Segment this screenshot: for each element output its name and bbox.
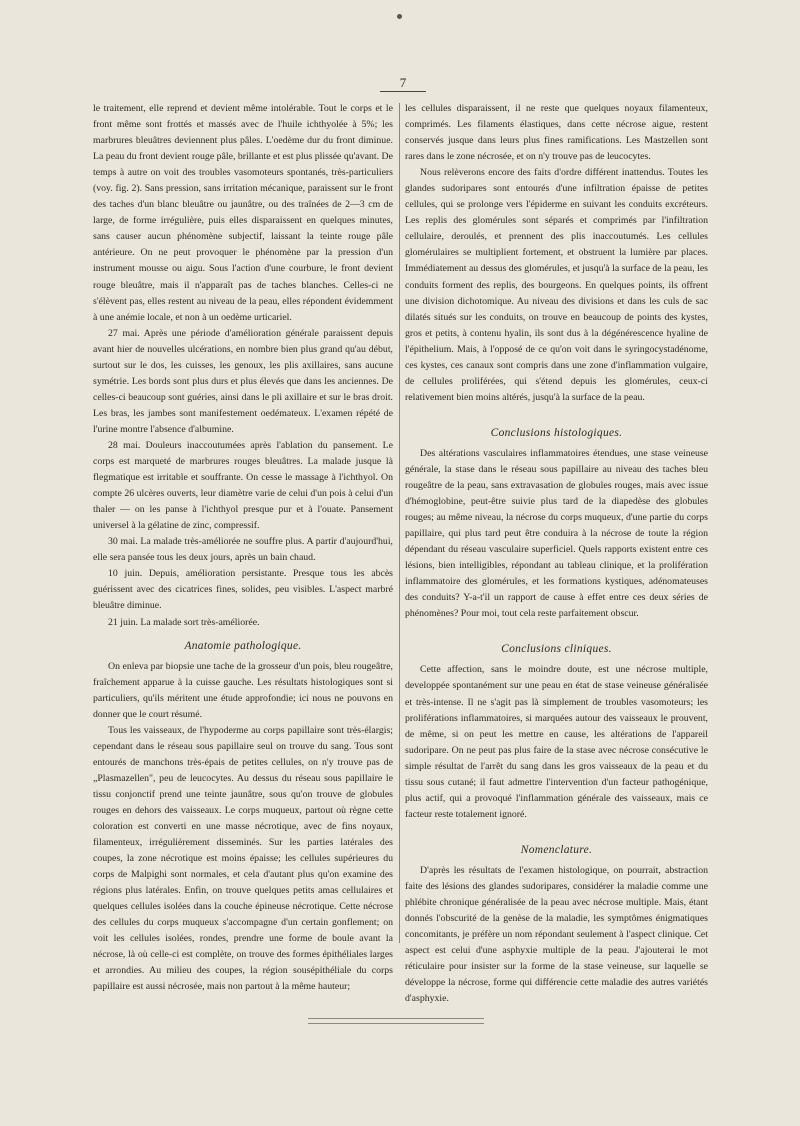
left-section-heading: Anatomie pathologique. (184, 639, 302, 652)
page-mark-dot (397, 14, 402, 19)
page-number: 7 (399, 75, 407, 90)
left-paragraph: le traitement, elle reprend et devient même intolérable. Tout le corps et le front même sont frottés et massés avec de l'huile ichthyolée à 5%; les marbrures bleuâtres deviennent plus pâles. L'oedème dur du front diminue. La peau du front devient rouge pâle, brillante et est plus plissée qu'avant. De temps à autre on voit des troubles vasomoteurs spontanés, très-particuliers (voy. fig. 2). Sans pression, sans irritation mécanique, paraissent sur le front des taches d'un blanc bleuâtre ou jaunâtre, ou des traînées de 2—3 cm de large, de forme irrégulière, puis elles disparaissent en quelques minutes, sans causer aucun phénomène subjectif, laissant la teinte rouge pâle antérieure. On ne peut provoquer le phénomène par la pression d'un instrument mousse ou aigu. Sous l'action d'une courbure, le front devient rouge bleuâtre, mais il n'apparaît pas de taches blanches. Celles-ci ne s'élèvent pas, elles restent au niveau de la peau, elles répondent évidemment à une anémie locale, et non à un oedème urticariel. (93, 103, 393, 323)
left-paragraph: 10 juin. Depuis, amélioration persistante. Presque tous les abcès guérissent avec des cicatrices fines, solides, peu visibles. L'aspect marbré bleuâtre diminue. (93, 568, 393, 612)
right-section-heading: Conclusions cliniques. (501, 643, 612, 656)
right-paragraph: Des altérations vasculaires inflammatoires étendues, une stase veineuse générale, la stase dans le réseau sous papillaire au niveau des taches bleu rougeâtre de la peau, sans extravasation de globules rouges, mais avec issue d'hémoglobine, peut-être suivie plus tard de la diapedèse des globules rouges; au même niveau, la nécrose du corps muqueux, d'une partie du corps papillaire, qui plus tard peut être conduira à la nécrose de toute la région dépendant du réseau vasculaire superficiel. Quels rapports existent entre ces lésions, bien intelligibles, répondant au tableau clinique, et la prolifération inflammatoire des glomérules, et les formations kystiques, adénomateuses des conduits? Y-a-t'il un rapport de cause à effet entre ces deux séries de phénomènes? Pour moi, tout cela reste parfaitement obscur. (405, 447, 708, 620)
left-paragraph: 28 mai. Douleurs inaccoutumées après l'ablation du pansement. Le corps est marqueté de marbrures rouges bleuâtres. La malade jusque là flegmatique est irritable et souffrante. On cesse le massage à l'ichthyol. On compte 26 ulcères ouverts, leur diamètre varie de celui d'un pois à celui d'un thaler — on les panse à l'ichthyol presque pur et à l'ouate. Pansement universel à la gélatine de zinc, compressif. (93, 439, 393, 532)
right-paragraph: Cette affection, sans le moindre doute, est une nécrose multiple, developpée spontanément sur une peau en état de stase veineuse généralisée et très-intense. Il ne s'agit pas là simplement de troubles vasomoteurs; les proliférations inflammatoires, si marquées autour des vaisseaux le prouvent, de même, si on peut les mettre en cause, les altérations de l'appareil sudoripare. On ne peut pas plus faire de la stase avec nécrose consécutive le simple résultat de l'arrêt du sang dans les gros vaisseaux de la peau et du tissu sous cutané; il faut admettre l'intervention d'un facteur pathogénique, plus actif, qui a provoqué l'inflammation générale des vaisseaux, mais ce facteur reste totalement ignoré. (405, 664, 708, 820)
bottom-double-rule (308, 1018, 484, 1024)
page-number-rule (380, 91, 426, 92)
right-paragraph: Nous relèverons encore des faits d'ordre différent inattendus. Toutes les glandes sudoripares sont entourés d'une infiltration épaisse de petites cellules, qui se prolonge vers l'épiderme en suivant les conduits excréteurs. Les replis des glomérules sont séparés et comprimés par l'infiltration cellulaire, deroulés, et prennent des plis inaccoutumés. Les cellules glomérulaires se multiplient fortement, et obstruent la lumière par places. Immédiatement au dessus des glomérules, et jusqu'à la surface de la peau, les conduits forment des replis, des bourgeons. En quelques points, ils offrent une division dichotomique. Au niveau des divisions et dans les culs de sac dilatés situés sur les conduits, on trouve en beaucoup de points des kystes, gros et petits, à contenu hyalin, ils sont dus à la dégénérescence hyaline de l'épithelium. Mais, à l'opposé de ce qu'on voit dans le syringocystadénome, ces kystes, ces canaux sont compris dans une zone d'inflammation vulgaire, de cellules proliférées, qui s'étend depuis les glomérules, ceux-ci relativement bien moins altérés, jusqu'à la surface de la peau. (405, 167, 708, 403)
right-section-heading: Conclusions histologiques. (490, 426, 623, 439)
left-paragraph: 27 mai. Après une période d'amélioration générale paraissent depuis avant hier de nouvelles ulcérations, en nombre bien plus grand qu'au début, surtout sur le dos, les cuisses, les genoux, les plis axillaires, sans aucune symétrie. Les bords sont plus durs et plus élevés que dans les anciennes. De celles-ci beaucoup sont guéries, ainsi dans le pli axillaire et sur le bras droit. Les bras, les jambes sont manifestement oedémateux. L'examen répété de l'urine montre l'absence d'albumine. (93, 327, 393, 435)
left-paragraph: 30 mai. La malade très-améliorée ne souffre plus. A partir d'aujourd'hui, elle sera pansée tous les deux jours, après un bain chaud. (93, 536, 393, 564)
right-paragraph: les cellules disparaissent, il ne reste que quelques noyaux filamenteux, comprimés. Les filaments élastiques, dans cette nécrose aigue, restent conservés jusque dans leurs plus fines ramifications. Les Mastzellen sont rares dans le zone nécrosée, et on n'y trouve pas de leucocytes. (405, 103, 708, 163)
right-text-column (405, 101, 708, 1007)
left-paragraph: 21 juin. La malade sort très-améliorée. (108, 616, 260, 628)
right-section-heading: Nomenclature. (520, 843, 593, 856)
left-text-column (93, 101, 393, 996)
left-paragraph: On enleva par biopsie une tache de la grosseur d'un pois, bleu rougeâtre, fraîchement apparue à la cuisse gauche. Les résultats histologiques sont si particuliers, qu'ils méritent une étude approfondie; ici nous ne pouvons en donner que le court résumé. (93, 660, 393, 720)
left-paragraph: Tous les vaisseaux, de l'hypoderme au corps papillaire sont très-élargis; cependant dans le réseau sous papillaire seul on trouve du sang. Tous sont entourés de manchons très-épais de petites cellules, on n'y trouve pas de „Plasmazellen", peu de leucocytes. Au dessus du réseau sous papillaire le tissu conjonctif prend une teinte jaunâtre, sous qu'on trouve de globules rouges en dehors des vaisseaux. Le corps muqueux, partout où règne cette coloration est converti en une masse nécrotique, avec de fins noyaux, filamenteux, irrégulièrement disseminés. Sur les parties latérales des coupes, la zone nécrotique est moins épaisse; les cellules supérieures du corps de Malpighi sont normales, et cela d'autant plus qu'on examine des régions plus latérales. Enfin, on trouve quelques petits amas cellulaires et quelques cellules isolées dans la couche épineuse nécrotique. Cette nécrose des cellules du corps muqueux s'accompagne d'un certain gonflement; on voit les cellules isolées, rondes, prendre une forme de boule avant la nécrose, là où celle-ci est complète, on trouve des formes épithéliales larges et arrondies. Au milieu des coupes, la région sousépithéliale du corps papillaire est aussi nécrosée, mais non partout à la même hauteur; (93, 724, 393, 993)
right-paragraph: D'après les résultats de l'examen histologique, on pourrait, abstraction faite des lésions des glandes sudoripares, considérer la maladie comme une phlébite chronique généralisée de la peau avec nécrose multiple. Mais, étant donnés l'obscurité de la genèse de la maladie, les symptômes énigmatiques concomitants, je préfère un nom répondant seulement à l'aspect clinique. Cet aspect est celui d'une asphyxie multiple de la peau. J'ajouterai le mot réticulaire pour insister sur la forme de la stase veineuse, sur laquelle se développe la nécrose, forme qui différencie cette maladie des autres variétés d'asphyxie. (405, 864, 708, 1005)
column-divider (399, 103, 400, 943)
